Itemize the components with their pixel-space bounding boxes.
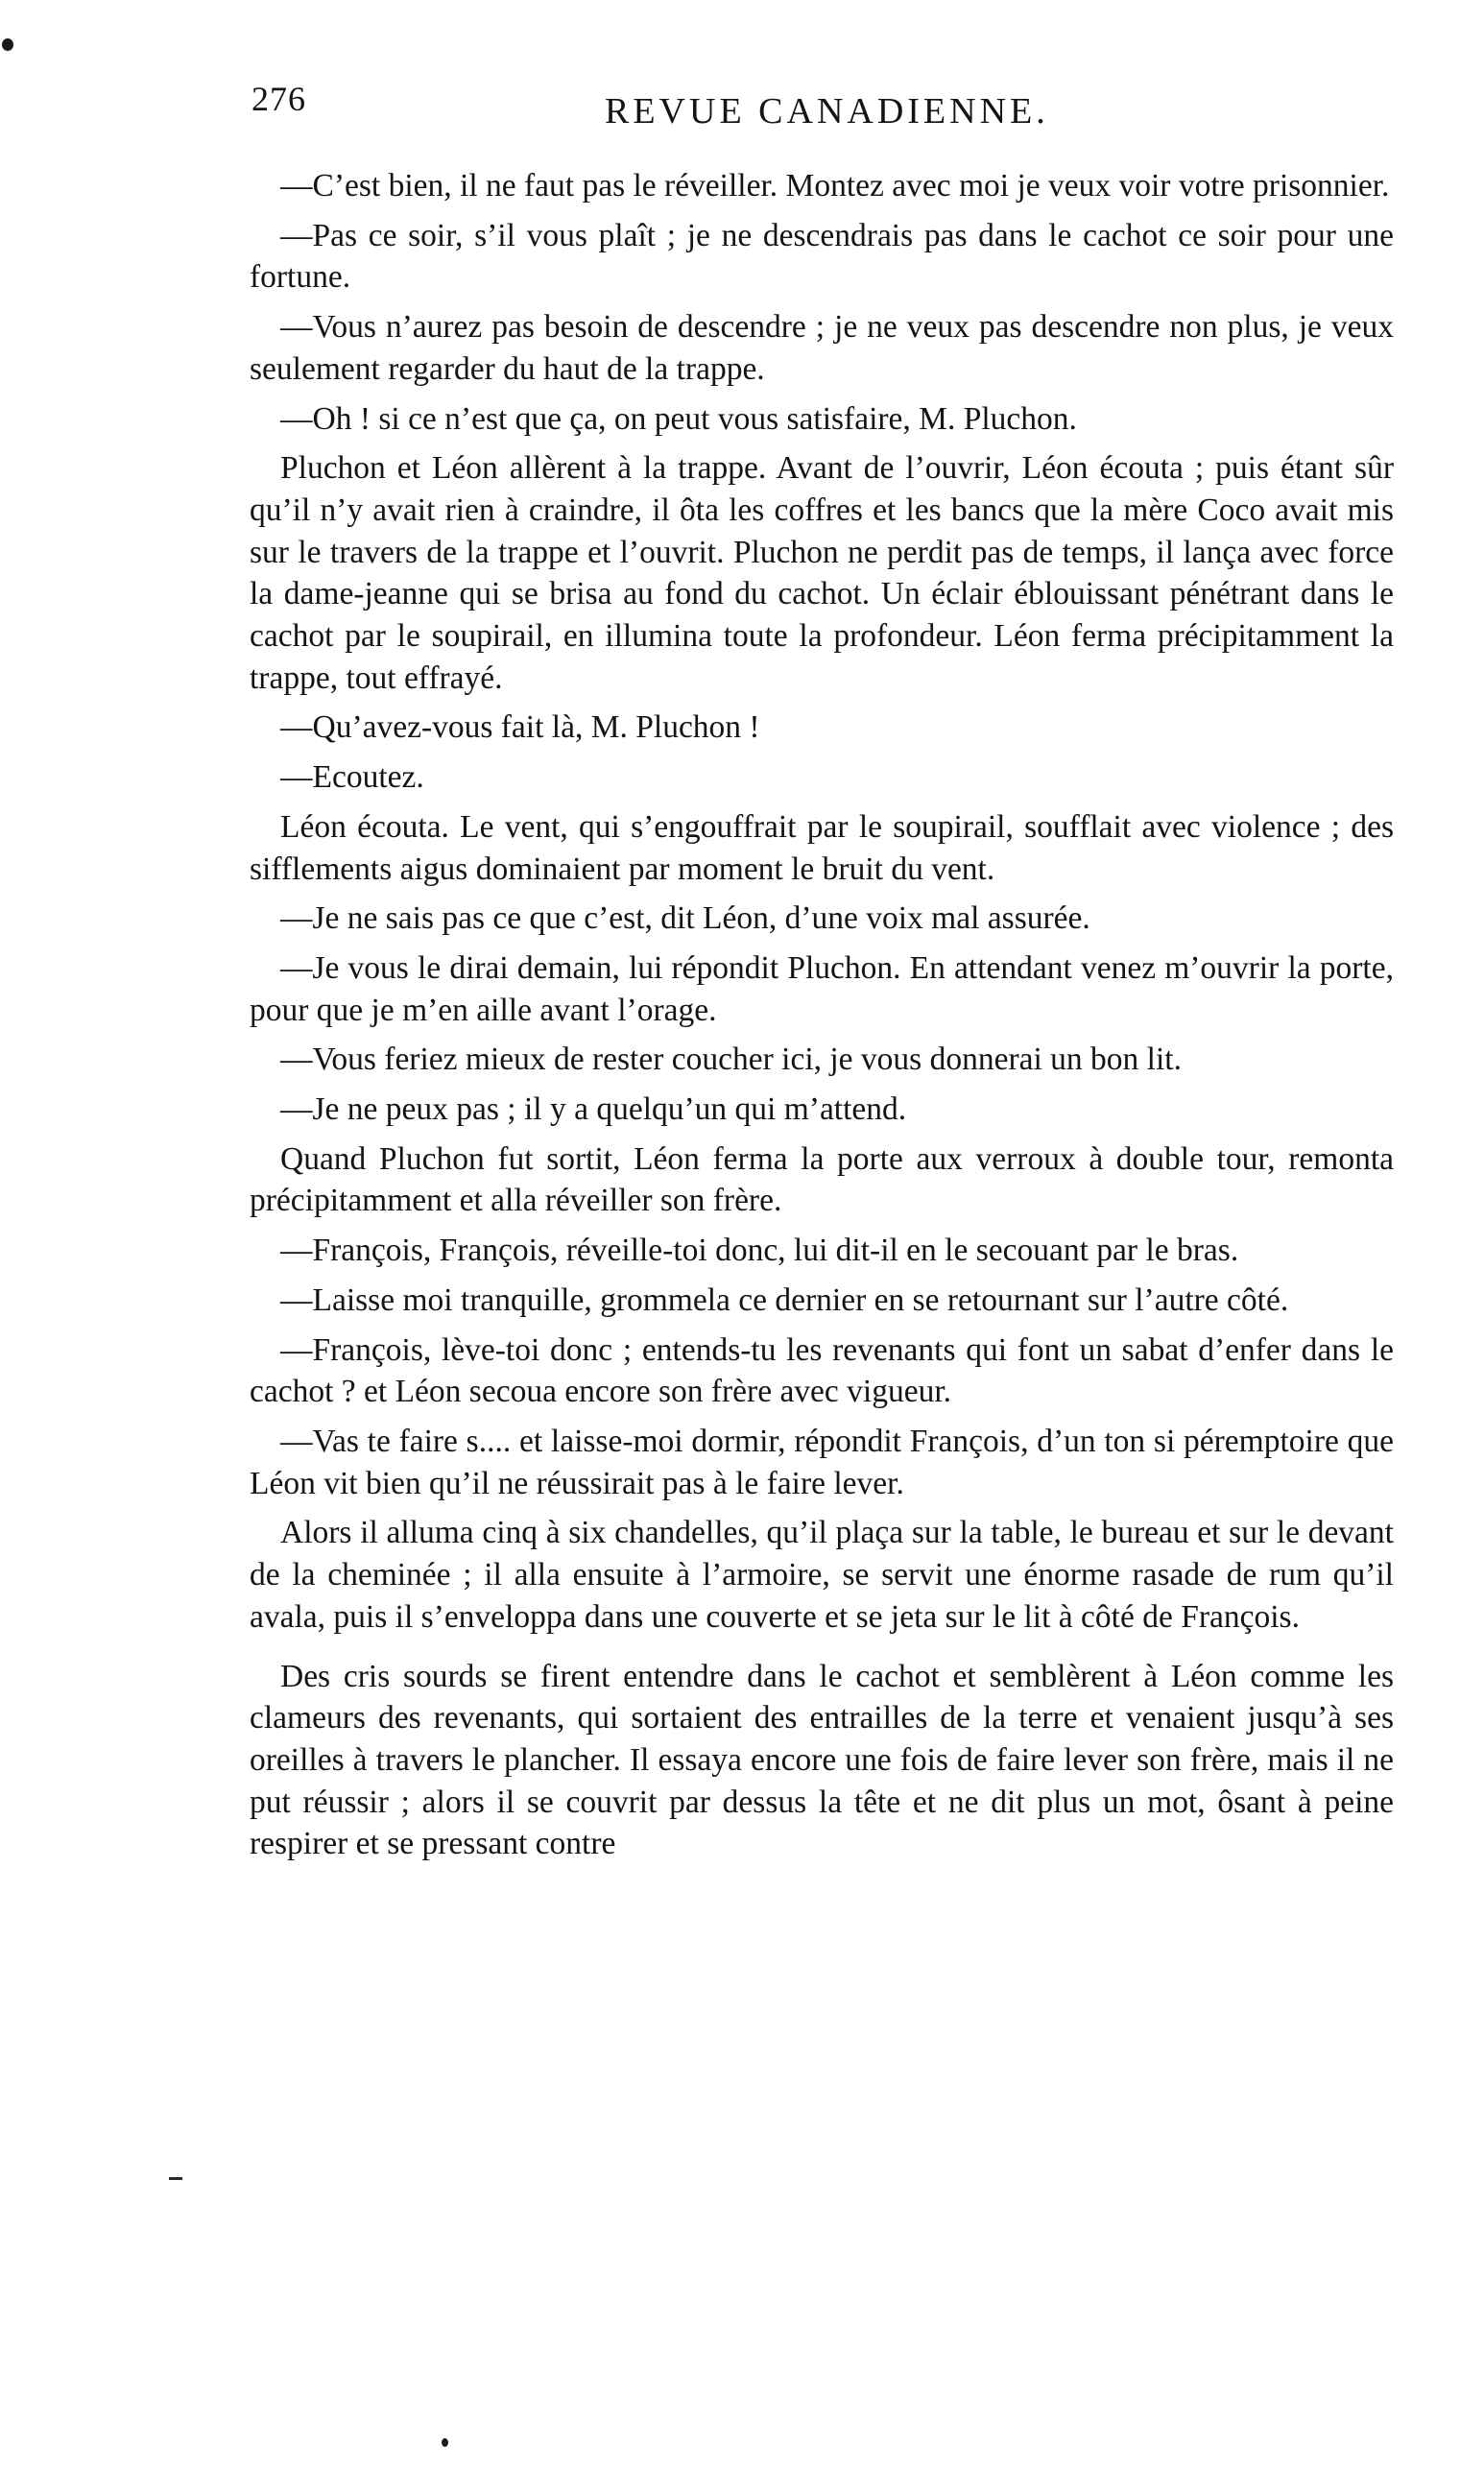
paragraph: Pluchon et Léon allèrent à la trappe. Avant de l’ouvrir, Léon écouta ; puis étant sûr qu’il n’y avait rien à craindre, il ôta les coffres et les bancs que la mère Coco avait mis sur le travers de la trappe et l’ouvrit. Pluchon ne perdit pas de temps, il lança avec force la dame-jeanne qui se brisa au fond du cachot. Un éclair éblouissant pénétrant dans le cachot par le soupirail, en illumina toute la profondeur. Léon ferma précipitamment la trappe, tout effrayé. bbox=[250, 450, 1394, 696]
paragraph: Alors il alluma cinq à six chandelles, qu’il plaça sur la table, le bureau et sur le devant de la cheminée ; il alla ensuite à l’armoire, se servit une énorme rasade de rum qu’il avala, puis il s’enveloppa dans une couverte et se jeta sur le lit à côté de François. bbox=[250, 1515, 1394, 1635]
body-text bbox=[250, 165, 1394, 1873]
paragraph: —Laisse moi tranquille, grommela ce dernier en se retournant sur l’autre côté. bbox=[280, 1281, 1289, 1318]
running-title: REVUE CANADIENNE. bbox=[605, 91, 1049, 132]
paragraph: Quand Pluchon fut sortit, Léon ferma la porte aux verroux à double tour, remonta précipitamment et alla réveiller son frère. bbox=[250, 1140, 1394, 1219]
paragraph: —Je vous le dirai demain, lui répondit Pluchon. En attendant venez m’ouvrir la porte, pour que je m’en aille avant l’orage. bbox=[250, 949, 1394, 1028]
paragraph: —C’est bien, il ne faut pas le réveiller. Montez avec moi je veux voir votre prisonnier. bbox=[280, 168, 1390, 204]
paragraph: —Vous n’aurez pas besoin de descendre ; je ne veux pas descendre non plus, je veux seulement regarder du haut de la trappe. bbox=[250, 309, 1394, 387]
paragraph: Des cris sourds se firent entendre dans le cachot et semblèrent à Léon comme les clameurs des revenants, qui sortaient des entrailles de la terre et venaient jusqu’à ses oreilles à travers le plancher. Il essaya encore une fois de faire lever son frère, mais il ne put réussir ; alors il se couvrit par dessus la tête et ne dit plus un mot, ôsant à peine respirer et se pressant contre bbox=[250, 1658, 1394, 1862]
paragraph: —Vas te faire s.... et laisse-moi dormir, répondit François, d’un ton si péremptoire que Léon vit bien qu’il ne réussirait pas à le faire lever. bbox=[250, 1423, 1394, 1501]
paragraph: —Je ne sais pas ce que c’est, dit Léon, d’une voix mal assurée. bbox=[280, 900, 1090, 937]
ink-speck bbox=[2, 38, 13, 51]
page-number: 276 bbox=[251, 80, 306, 118]
paragraph: —Vous feriez mieux de rester coucher ici, je vous donnerai un bon lit. bbox=[280, 1042, 1182, 1078]
paragraph: —François, François, réveille-toi donc, lui dit-il en le secouant par le bras. bbox=[280, 1233, 1239, 1269]
paragraph: —Qu’avez-vous fait là, M. Pluchon ! bbox=[280, 709, 760, 746]
paragraph: —Pas ce soir, s’il vous plaît ; je ne descendrais pas dans le cachot ce soir pour une fortune. bbox=[250, 217, 1394, 296]
paragraph: —Ecoutez. bbox=[280, 759, 424, 796]
margin-mark bbox=[169, 2177, 182, 2180]
paragraph: —Je ne peux pas ; il y a quelqu’un qui m’attend. bbox=[280, 1091, 907, 1128]
ink-speck bbox=[442, 2438, 448, 2447]
paragraph: Léon écouta. Le vent, qui s’engouffrait par le soupirail, soufflait avec violence ; des sifflements aigus dominaient par moment le bruit du vent. bbox=[250, 808, 1394, 887]
paragraph: —François, lève-toi donc ; entends-tu les revenants qui font un sabat d’enfer dans le cachot ? et Léon secoua encore son frère avec vigueur. bbox=[250, 1331, 1394, 1410]
paragraph: —Oh ! si ce n’est que ça, on peut vous satisfaire, M. Pluchon. bbox=[280, 400, 1077, 437]
